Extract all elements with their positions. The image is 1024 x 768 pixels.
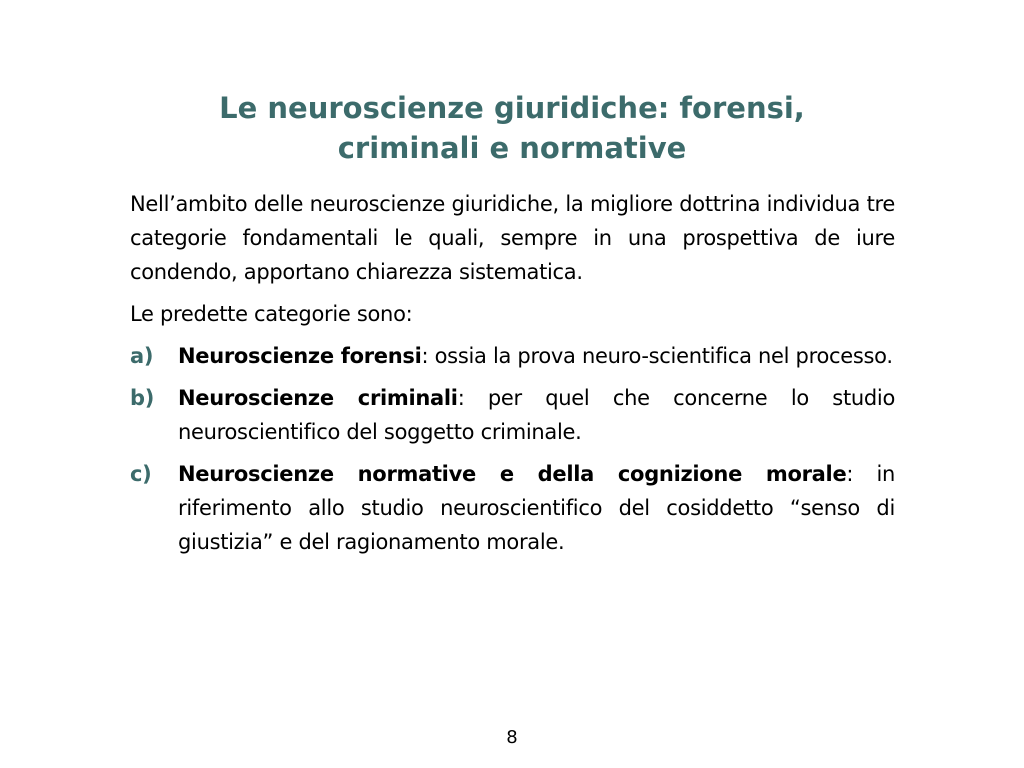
list-item <box>130 339 895 373</box>
lead-paragraph: Le predette categorie sono: <box>130 302 413 326</box>
list-item-text: : ossia la prova neuro-scientifica nel processo. <box>421 344 893 368</box>
list-item-term: Neuroscienze criminali <box>178 386 458 410</box>
list-item <box>130 381 895 449</box>
list-item-term: Neuroscienze forensi <box>178 344 422 368</box>
list-marker: b) <box>130 386 155 410</box>
page-number: 8 <box>506 727 518 748</box>
category-list <box>130 339 895 559</box>
slide-title-line-1: Le neuroscienze giuridiche: forensi, <box>219 91 805 125</box>
slide-body <box>130 187 895 567</box>
list-item-text: : per quel che concerne lo studio neuroscientifico del soggetto criminale. <box>178 386 896 444</box>
list-item-text: : in riferimento allo studio neuroscientifico del cosiddetto “senso di giustizia” e del ragionamento morale. <box>178 462 895 554</box>
intro-paragraph: Nell’ambito delle neuroscienze giuridiche, la migliore dottrina individua tre categorie fondamentali le quali, sempre in una prospettiva de iure condendo, apportano chiarezza sistematica. <box>130 192 895 284</box>
list-marker: a) <box>130 344 154 368</box>
list-marker: c) <box>130 462 152 486</box>
slide-title <box>120 88 904 168</box>
list-item <box>130 457 895 559</box>
slide-title-line-2: criminali e normative <box>337 131 687 165</box>
list-item-term: Neuroscienze normative e della cognizione morale <box>178 462 847 486</box>
